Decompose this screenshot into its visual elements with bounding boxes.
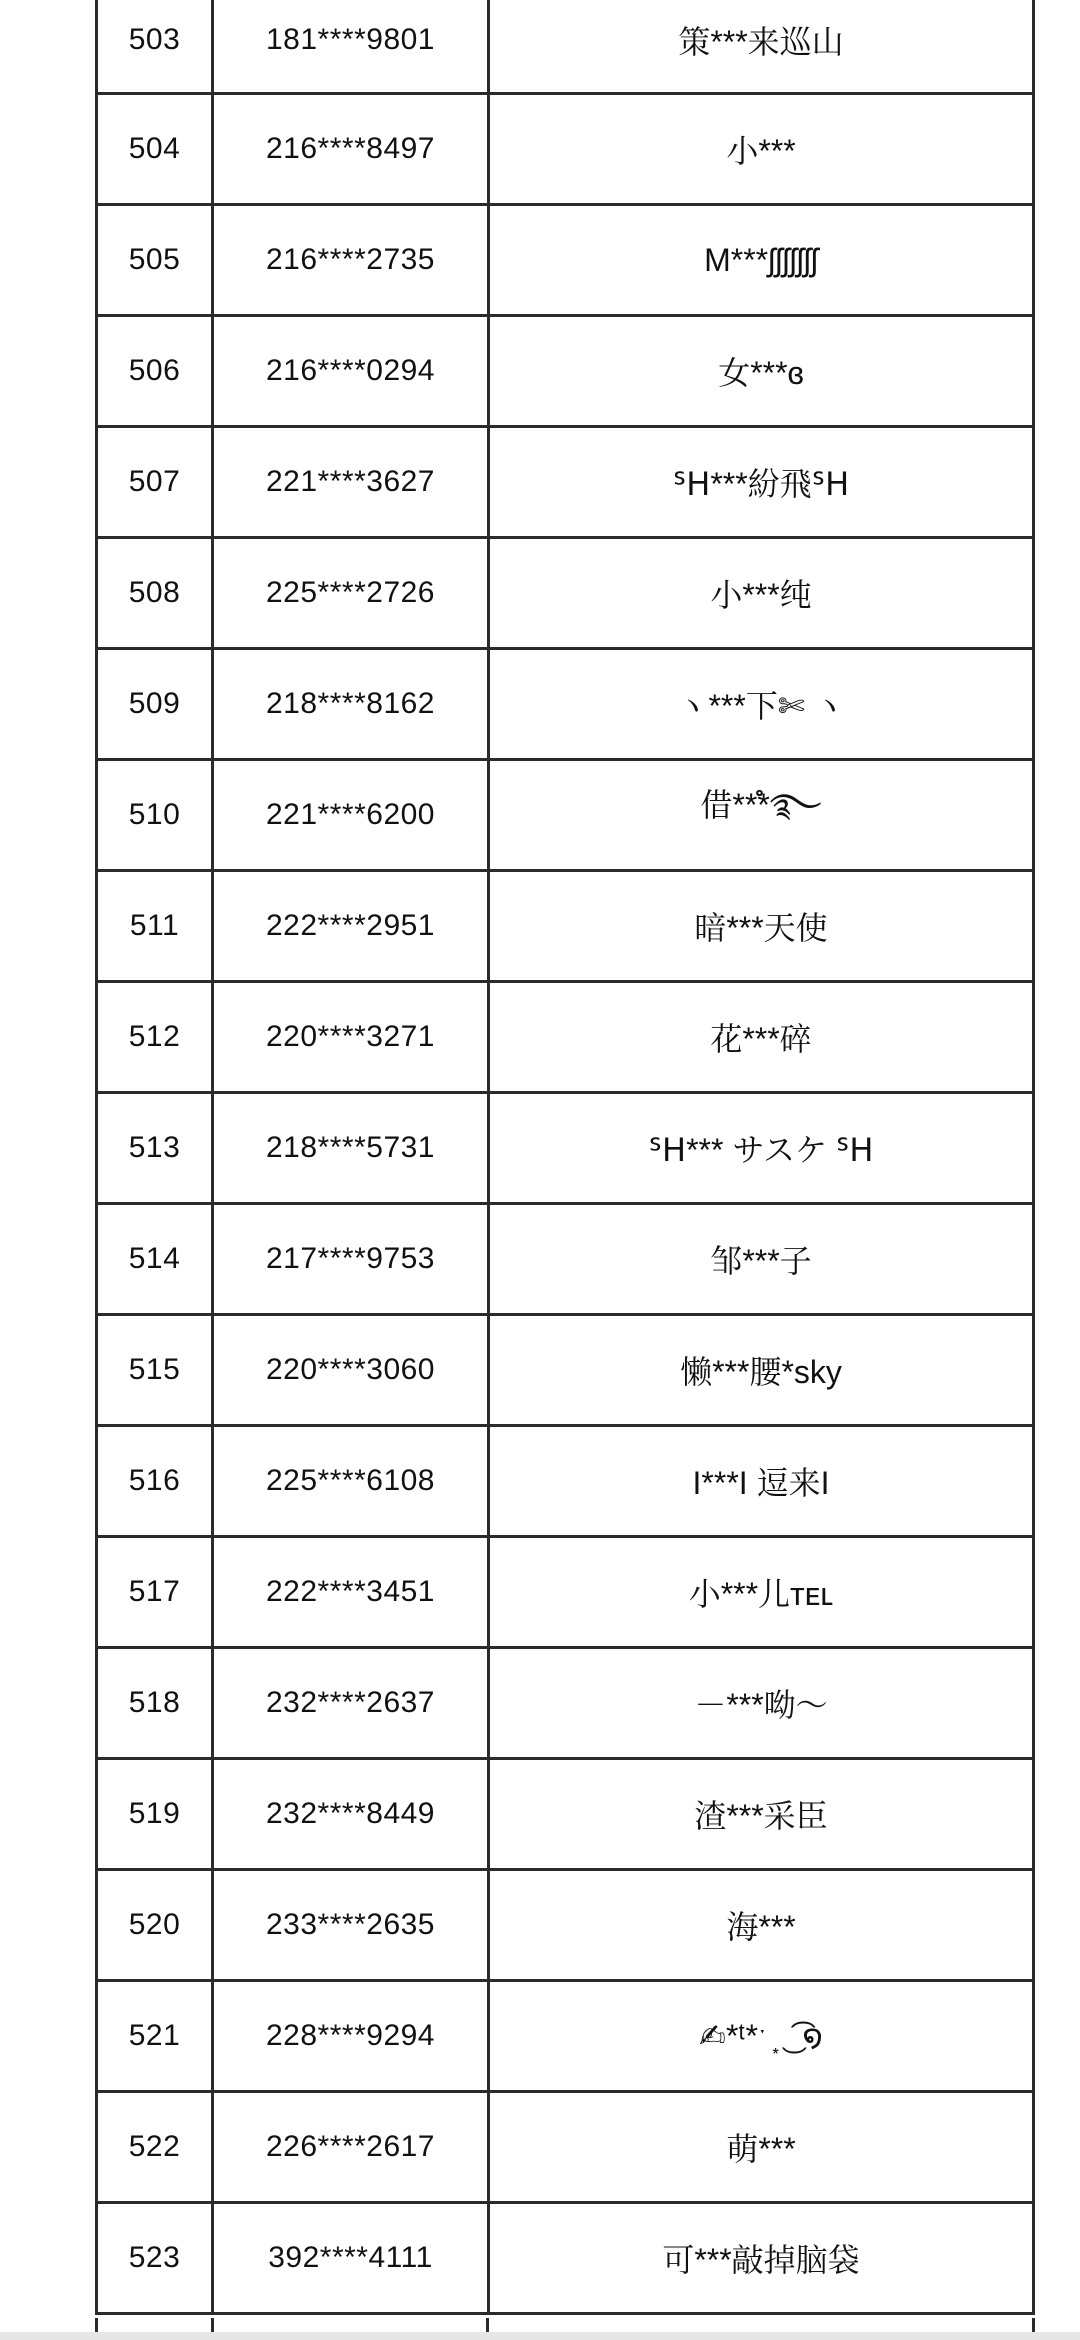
- table-row: [95, 317, 1035, 428]
- cell-index: 510: [95, 761, 214, 872]
- cell-index: 520: [95, 1871, 214, 1982]
- cell-nickname: ᔆᕼ***紛飛ᔆᕼ: [490, 428, 1035, 539]
- cell-index: 512: [95, 983, 214, 1094]
- table-row: [95, 539, 1035, 650]
- cell-phone: 181****9801: [214, 0, 490, 95]
- cell-index: 514: [95, 1205, 214, 1316]
- cell-phone: 392****4111: [214, 2204, 490, 2315]
- table-row: [95, 1538, 1035, 1649]
- cell-phone: 217****9753: [214, 1205, 490, 1316]
- cell-nickname: 萌***: [490, 2093, 1035, 2204]
- cell-index: 516: [95, 1427, 214, 1538]
- cell-nickname: ᔆᕼ*** サスケ ᔆᕼ: [490, 1094, 1035, 1205]
- cell-nickname: 可***敲掉脑袋: [490, 2204, 1035, 2315]
- table-row: [95, 1760, 1035, 1871]
- table-row: [95, 1982, 1035, 2093]
- cell-phone: 216****2735: [214, 206, 490, 317]
- cell-nickname: 暗***天使: [490, 872, 1035, 983]
- cell-phone: 222****2951: [214, 872, 490, 983]
- table-row: [95, 2204, 1035, 2315]
- data-table-container: [95, 0, 1035, 2315]
- cell-phone: 228****9294: [214, 1982, 490, 2093]
- cell-nickname: M***ʃʃʃʃʃʃʃ: [490, 206, 1035, 317]
- table-row: [95, 0, 1035, 95]
- cell-phone: 225****2726: [214, 539, 490, 650]
- table-row: [95, 206, 1035, 317]
- cell-phone: 233****2635: [214, 1871, 490, 1982]
- cell-index: 518: [95, 1649, 214, 1760]
- cell-phone: 218****5731: [214, 1094, 490, 1205]
- cell-index: 506: [95, 317, 214, 428]
- cell-phone: 232****2637: [214, 1649, 490, 1760]
- cell-nickname: 小***纯: [490, 539, 1035, 650]
- table-row: [95, 95, 1035, 206]
- cell-index: 511: [95, 872, 214, 983]
- cell-index: 503: [95, 0, 214, 95]
- cell-phone: 226****2617: [214, 2093, 490, 2204]
- table-row: [95, 1427, 1035, 1538]
- cell-index: 505: [95, 206, 214, 317]
- cell-nickname: 渣***采臣: [490, 1760, 1035, 1871]
- table-row: [95, 1205, 1035, 1316]
- cell-phone: 220****3271: [214, 983, 490, 1094]
- cell-index: 519: [95, 1760, 214, 1871]
- table-row: [95, 872, 1035, 983]
- table-row: [95, 650, 1035, 761]
- cell-phone: 232****8449: [214, 1760, 490, 1871]
- table-row: [95, 983, 1035, 1094]
- cell-phone: 225****6108: [214, 1427, 490, 1538]
- cell-phone: 216****8497: [214, 95, 490, 206]
- cell-index: 522: [95, 2093, 214, 2204]
- cell-index: 523: [95, 2204, 214, 2315]
- cell-nickname: ヽ***下✄ ヽ: [490, 650, 1035, 761]
- cell-nickname: 海***: [490, 1871, 1035, 1982]
- cell-nickname: 小***儿ᴛᴇʟ: [490, 1538, 1035, 1649]
- cell-phone: 216****0294: [214, 317, 490, 428]
- cell-phone: 221****3627: [214, 428, 490, 539]
- bottom-edge: [0, 2332, 1080, 2340]
- data-table-body: [95, 0, 1035, 2315]
- cell-index: 504: [95, 95, 214, 206]
- cell-nickname: －***呦～: [490, 1649, 1035, 1760]
- cell-nickname: 邹***子: [490, 1205, 1035, 1316]
- cell-nickname: 借***ໍ࿐: [490, 761, 1035, 872]
- cell-index: 521: [95, 1982, 214, 2093]
- cell-nickname: 策***来巡山: [490, 0, 1035, 95]
- cell-nickname: 花***碎: [490, 983, 1035, 1094]
- cell-index: 507: [95, 428, 214, 539]
- cell-index: 513: [95, 1094, 214, 1205]
- cell-index: 509: [95, 650, 214, 761]
- cell-phone: 222****3451: [214, 1538, 490, 1649]
- cell-nickname: 懒***腰*sky: [490, 1316, 1035, 1427]
- table-row: [95, 1649, 1035, 1760]
- cell-index: 517: [95, 1538, 214, 1649]
- cell-phone: 220****3060: [214, 1316, 490, 1427]
- cell-phone: 218****8162: [214, 650, 490, 761]
- cell-index: 515: [95, 1316, 214, 1427]
- data-table: [95, 0, 1035, 2315]
- table-row: [95, 1316, 1035, 1427]
- table-row: [95, 761, 1035, 872]
- table-row: [95, 2093, 1035, 2204]
- cell-nickname: ✍*ᵗ*ˑ ͙ ͜ ͡ ໑: [490, 1982, 1035, 2093]
- cell-nickname: I***I 逗来I: [490, 1427, 1035, 1538]
- cell-phone: 221****6200: [214, 761, 490, 872]
- table-row: [95, 428, 1035, 539]
- cell-nickname: 女***ɞ: [490, 317, 1035, 428]
- table-row: [95, 1871, 1035, 1982]
- cell-index: 508: [95, 539, 214, 650]
- table-row: [95, 1094, 1035, 1205]
- cell-nickname: 小***: [490, 95, 1035, 206]
